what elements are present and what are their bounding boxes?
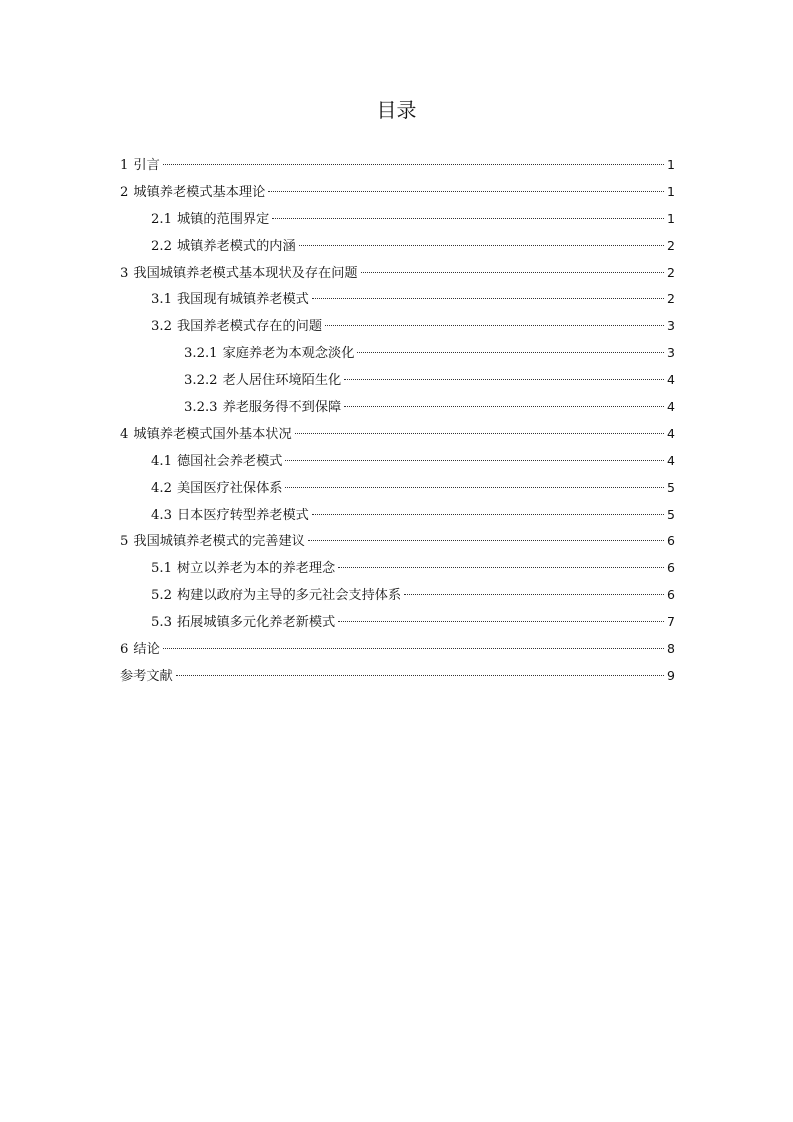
dot-leader <box>163 164 664 165</box>
toc-entry[interactable] <box>120 340 675 367</box>
toc-entry-page: 9 <box>667 667 675 683</box>
toc-list <box>120 152 675 690</box>
dot-leader <box>295 433 664 434</box>
toc-entry-page: 7 <box>667 614 675 630</box>
toc-entry-number: 3.2.3 <box>184 400 218 416</box>
toc-entry-number: 6 <box>120 642 129 658</box>
toc-entry-number: 3.2.1 <box>184 346 218 362</box>
toc-entry-page: 4 <box>667 425 675 441</box>
toc-entry[interactable] <box>120 609 675 636</box>
dot-leader <box>285 487 664 488</box>
toc-entry[interactable] <box>120 206 675 233</box>
dot-leader <box>361 272 664 273</box>
toc-entry-number: 4.3 <box>151 507 172 523</box>
toc-entry-number: 5.3 <box>151 615 172 631</box>
toc-entry-title: 城镇养老模式国外基本状况 <box>133 426 292 442</box>
toc-entry-number: 3 <box>120 265 129 281</box>
toc-entry[interactable] <box>120 394 675 421</box>
toc-entry-title: 我国现有城镇养老模式 <box>176 292 309 308</box>
toc-entry-title: 引言 <box>133 158 160 173</box>
toc-entry[interactable] <box>120 260 675 287</box>
toc-entry[interactable] <box>120 528 675 555</box>
toc-entry-page: 3 <box>667 318 675 334</box>
toc-entry-number: 4.1 <box>151 453 172 469</box>
toc-entry[interactable] <box>120 663 675 690</box>
toc-entry-title: 城镇养老模式基本理论 <box>133 184 266 200</box>
dot-leader <box>325 325 664 326</box>
toc-entry-title: 日本医疗转型养老模式 <box>176 507 309 523</box>
toc-entry-title: 美国医疗社保体系 <box>176 480 283 496</box>
toc-entry-page: 6 <box>667 560 675 576</box>
dot-leader <box>308 540 664 541</box>
toc-entry-title: 养老服务得不到保障 <box>222 400 342 416</box>
toc-entry-number: 5.1 <box>151 561 172 577</box>
toc-entry-page: 6 <box>667 533 675 549</box>
toc-entry-page: 1 <box>667 183 675 199</box>
toc-entry-number: 3.1 <box>151 292 172 308</box>
toc-entry[interactable] <box>120 475 675 502</box>
toc-entry-title: 我国养老模式存在的问题 <box>176 319 323 335</box>
dot-leader <box>312 298 664 299</box>
dot-leader <box>268 191 664 192</box>
toc-entry-number: 5 <box>120 534 129 550</box>
toc-entry-page: 1 <box>667 157 675 172</box>
dot-leader <box>404 594 664 595</box>
toc-entry[interactable] <box>120 152 675 179</box>
toc-entry-title: 树立以养老为本的养老理念 <box>176 561 336 577</box>
toc-entry-title: 城镇养老模式的内涵 <box>176 238 296 254</box>
toc-entry-page: 4 <box>667 372 675 388</box>
dot-leader <box>163 648 664 649</box>
toc-entry-title: 老人居住环境陌生化 <box>222 373 342 389</box>
toc-entry-number: 3.2.2 <box>184 373 218 389</box>
toc-entry[interactable] <box>120 502 675 529</box>
toc-entry-title: 结论 <box>133 642 160 658</box>
toc-entry-number: 5.2 <box>151 588 172 604</box>
toc-entry-page: 6 <box>667 587 675 603</box>
toc-entry-title: 拓展城镇多元化养老新模式 <box>176 615 336 631</box>
toc-entry-number: 2.1 <box>151 211 172 227</box>
dot-leader <box>357 352 664 353</box>
toc-entry-title: 构建以政府为主导的多元社会支持体系 <box>176 588 402 604</box>
toc-entry-page: 4 <box>667 399 675 415</box>
dot-leader <box>176 675 664 676</box>
toc-entry[interactable] <box>120 448 675 475</box>
toc-entry[interactable] <box>120 286 675 313</box>
toc-entry-number: 2 <box>120 184 129 200</box>
toc-entry[interactable] <box>120 367 675 394</box>
dot-leader <box>344 379 664 380</box>
toc-entry-number: 3.2 <box>151 319 172 335</box>
toc-entry-page: 2 <box>667 237 675 253</box>
dot-leader <box>344 406 664 407</box>
toc-entry-page: 1 <box>667 210 675 226</box>
dot-leader <box>285 460 664 461</box>
toc-entry-page: 2 <box>667 264 675 280</box>
toc-entry-page: 3 <box>667 345 675 361</box>
toc-entry[interactable] <box>120 582 675 609</box>
toc-entry[interactable] <box>120 313 675 340</box>
toc-entry-page: 8 <box>667 641 675 657</box>
toc-entry-page: 4 <box>667 452 675 468</box>
toc-entry[interactable] <box>120 421 675 448</box>
toc-entry-number: 1 <box>120 158 129 173</box>
toc-entry-page: 5 <box>667 506 675 522</box>
dot-leader <box>338 621 664 622</box>
toc-entry-title: 家庭养老为本观念淡化 <box>222 346 355 362</box>
dot-leader <box>312 514 664 515</box>
dot-leader <box>338 567 664 568</box>
toc-entry-title: 参考文献 <box>120 668 173 684</box>
toc-entry[interactable] <box>120 555 675 582</box>
toc-entry-number: 4.2 <box>151 480 172 496</box>
toc-entry-number: 4 <box>120 426 129 442</box>
toc-entry[interactable] <box>120 179 675 206</box>
toc-entry-title: 我国城镇养老模式的完善建议 <box>133 534 305 550</box>
toc-entry-page: 2 <box>667 291 675 307</box>
toc-entry-title: 城镇的范围界定 <box>176 211 270 227</box>
toc-entry-title: 我国城镇养老模式基本现状及存在问题 <box>133 265 358 281</box>
dot-leader <box>299 245 664 246</box>
toc-entry[interactable] <box>120 636 675 663</box>
dot-leader <box>272 218 664 219</box>
toc-entry-title: 德国社会养老模式 <box>176 453 283 469</box>
toc-entry-number: 2.2 <box>151 238 172 254</box>
toc-title: 目录 <box>376 98 417 122</box>
toc-entry-page: 5 <box>667 479 675 495</box>
toc-entry[interactable] <box>120 233 675 260</box>
